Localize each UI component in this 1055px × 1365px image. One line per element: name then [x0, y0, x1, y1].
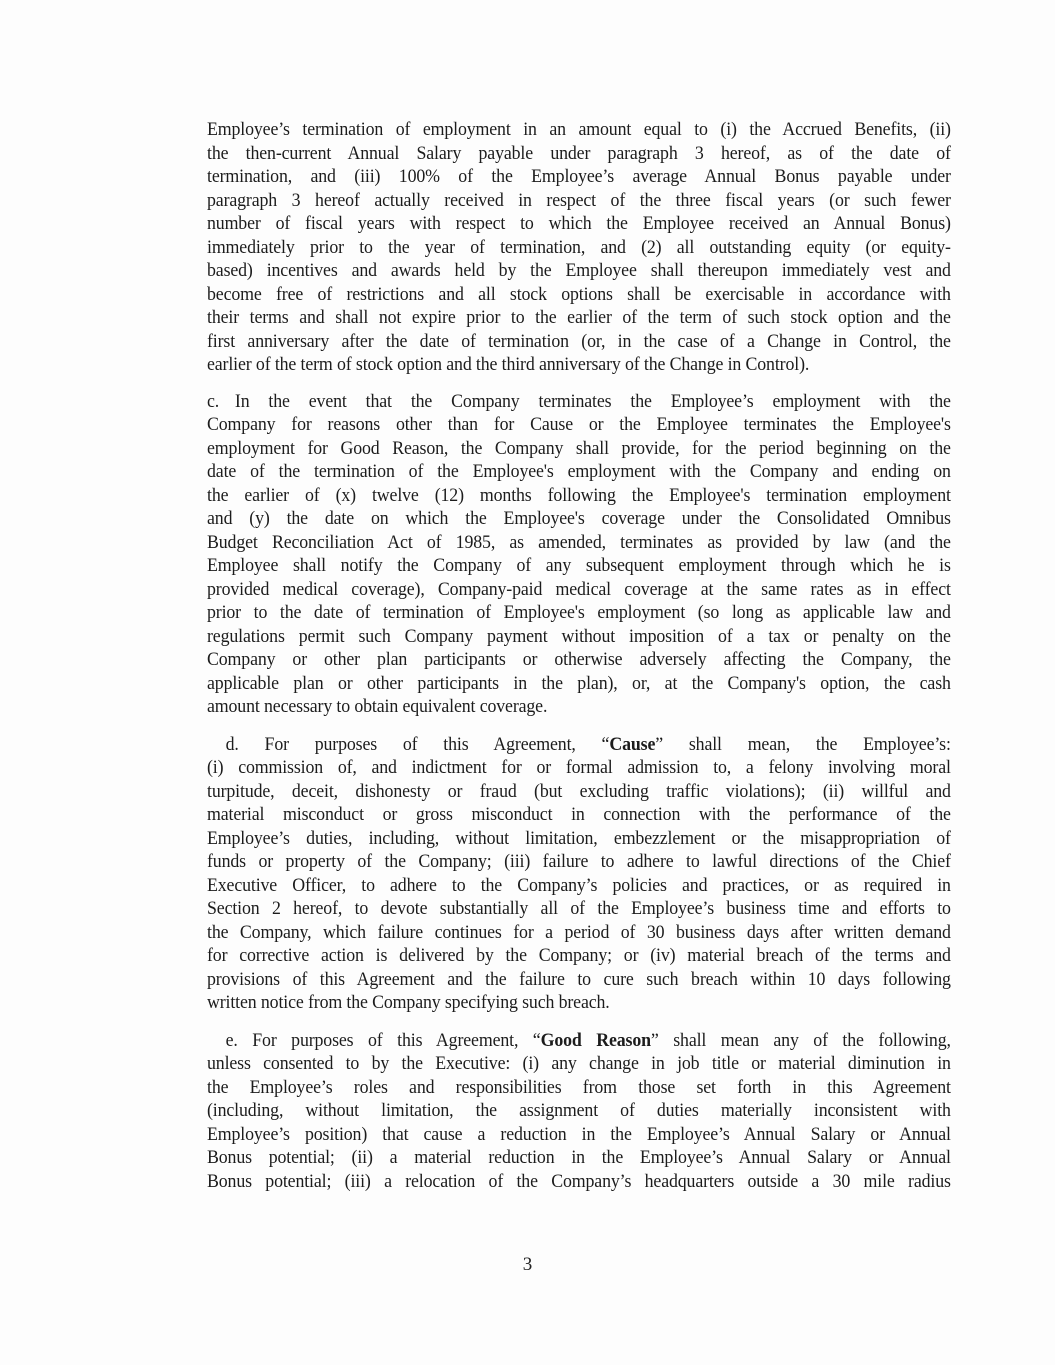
text-line: Company or other plan participants or otherwise adversely affecting the Company, the	[207, 649, 951, 670]
text-line: regulations permit such Company payment without imposition of a tax or penalty on the	[207, 625, 951, 647]
text-line: the Company, which failure continues for a period of 30 business days after written demand	[207, 921, 951, 943]
text-line: the Employee’s roles and responsibilities from those set forth in this Agreement	[207, 1076, 951, 1098]
paragraph-e	[207, 1029, 951, 1194]
text-line: provided medical coverage), Company-paid medical coverage at the same rates as in effect	[207, 578, 951, 600]
paragraph-c	[207, 390, 951, 719]
paragraph-spacer	[207, 1015, 951, 1029]
text-line: Employee’s termination of employment in an amount equal to (i) the Accrued Benefits, (ii)	[207, 119, 951, 140]
text-line: paragraph 3 hereof actually received in respect of the three fiscal years (or such fewer	[207, 189, 951, 211]
text-line: Employee’s duties, including, without limitation, embezzlement or the misappropriation of	[207, 827, 951, 849]
text-line: and (y) the date on which the Employee's coverage under the Consolidated Omnibus	[207, 508, 951, 529]
paragraph-b-continued	[207, 118, 951, 377]
text-line: provisions of this Agreement and the failure to cure such breach within 10 days following	[207, 968, 951, 990]
text-line: employment for Good Reason, the Company shall provide, for the period beginning on the	[207, 437, 951, 459]
text-line: based) incentives and awards held by the Employee shall thereupon immediately vest and	[207, 260, 951, 281]
text-line: Bonus potential; (iii) a relocation of the Company’s headquarters outside a 30 mile radius	[207, 1170, 951, 1192]
text-line: Executive Officer, to adhere to the Company’s policies and practices, or as required in	[207, 874, 951, 896]
text-line-first	[207, 390, 951, 414]
text-line-first	[207, 1029, 951, 1053]
definition-intro-text-post: ” shall mean any of the following,	[650, 1029, 951, 1051]
text-line: for corrective action is delivered by the Company; or (iv) material breach of the terms and	[207, 945, 951, 966]
paragraph-label: c.	[207, 390, 220, 412]
text-line: turpitude, deceit, dishonesty or fraud (but excluding traffic violations); (ii) willful and	[207, 780, 951, 802]
definition-intro-text-post: ” shall mean, the Employee’s:	[655, 733, 951, 755]
definition-intro-text: For purposes of this Agreement, “	[264, 733, 610, 755]
defined-term-cause: Cause	[609, 733, 656, 755]
defined-term-good-reason: Good Reason	[540, 1029, 651, 1051]
text-line: their terms and shall not expire prior to the earlier of the term of such stock option and the	[207, 307, 951, 328]
text-line: first anniversary after the date of termination (or, in the case of a Change in Control, the	[207, 330, 951, 352]
paragraph-first-line-text: In the event that the Company terminates the Employee’s employment with the	[234, 390, 951, 412]
text-line: Budget Reconciliation Act of 1985, as amended, terminates as provided by law (and the	[207, 531, 951, 553]
text-line: termination, and (iii) 100% of the Employee’s average Annual Bonus payable under	[207, 166, 951, 187]
text-line: Employee shall notify the Company of any subsequent employment through which he is	[207, 555, 951, 576]
text-line: date of the termination of the Employee's employment with the Company and ending on	[207, 461, 951, 482]
text-line: Company for reasons other than for Cause or the Employee terminates the Employee's	[207, 414, 951, 435]
paragraph-spacer	[207, 377, 951, 390]
text-line: immediately prior to the year of termination, and (2) all outstanding equity (or equity-	[207, 236, 951, 258]
text-line: amount necessary to obtain equivalent coverage.	[207, 696, 548, 717]
page-number: 3	[522, 1254, 533, 1275]
text-line: the then-current Annual Salary payable under paragraph 3 hereof, as of the date of	[207, 142, 951, 164]
text-line: earlier of the term of stock option and the third anniversary of the Change in Control).	[207, 354, 810, 375]
paragraph-label: e.	[225, 1029, 238, 1051]
text-line: become free of restrictions and all stock options shall be exercisable in accordance with	[207, 283, 951, 305]
text-line: Bonus potential; (ii) a material reduction in the Employee’s Annual Salary or Annual	[207, 1147, 951, 1168]
document-body	[207, 118, 951, 1193]
text-line-first	[207, 733, 951, 757]
paragraph-spacer	[207, 719, 951, 733]
text-line: (including, without limitation, the assignment of duties materially inconsistent with	[207, 1100, 951, 1121]
text-line: Employee’s position) that cause a reduction in the Employee’s Annual Salary or Annual	[207, 1123, 951, 1145]
paragraph-label: d.	[225, 733, 239, 755]
text-line: written notice from the Company specifying such breach.	[207, 992, 610, 1013]
text-line: funds or property of the Company; (iii) failure to adhere to lawful directions of the Chief	[207, 851, 951, 872]
text-line: (i) commission of, and indictment for or formal admission to, a felony involving moral	[207, 757, 951, 778]
definition-intro-text: For purposes of this Agreement, “	[252, 1029, 541, 1051]
text-line: the earlier of (x) twelve (12) months following the Employee's termination employment	[207, 484, 951, 506]
paragraph-d	[207, 733, 951, 1015]
text-line: number of fiscal years with respect to which the Employee received an Annual Bonus)	[207, 213, 951, 234]
text-line: prior to the date of termination of Employee's employment (so long as applicable law and	[207, 602, 951, 623]
text-line: material misconduct or gross misconduct in connection with the performance of the	[207, 804, 951, 825]
text-line: applicable plan or other participants in the plan), or, at the Company's option, the cash	[207, 672, 951, 694]
text-line: Section 2 hereof, to devote substantially all of the Employee’s business time and efforts to	[207, 898, 951, 919]
text-line: unless consented to by the Executive: (i) any change in job title or material diminution in	[207, 1053, 951, 1074]
